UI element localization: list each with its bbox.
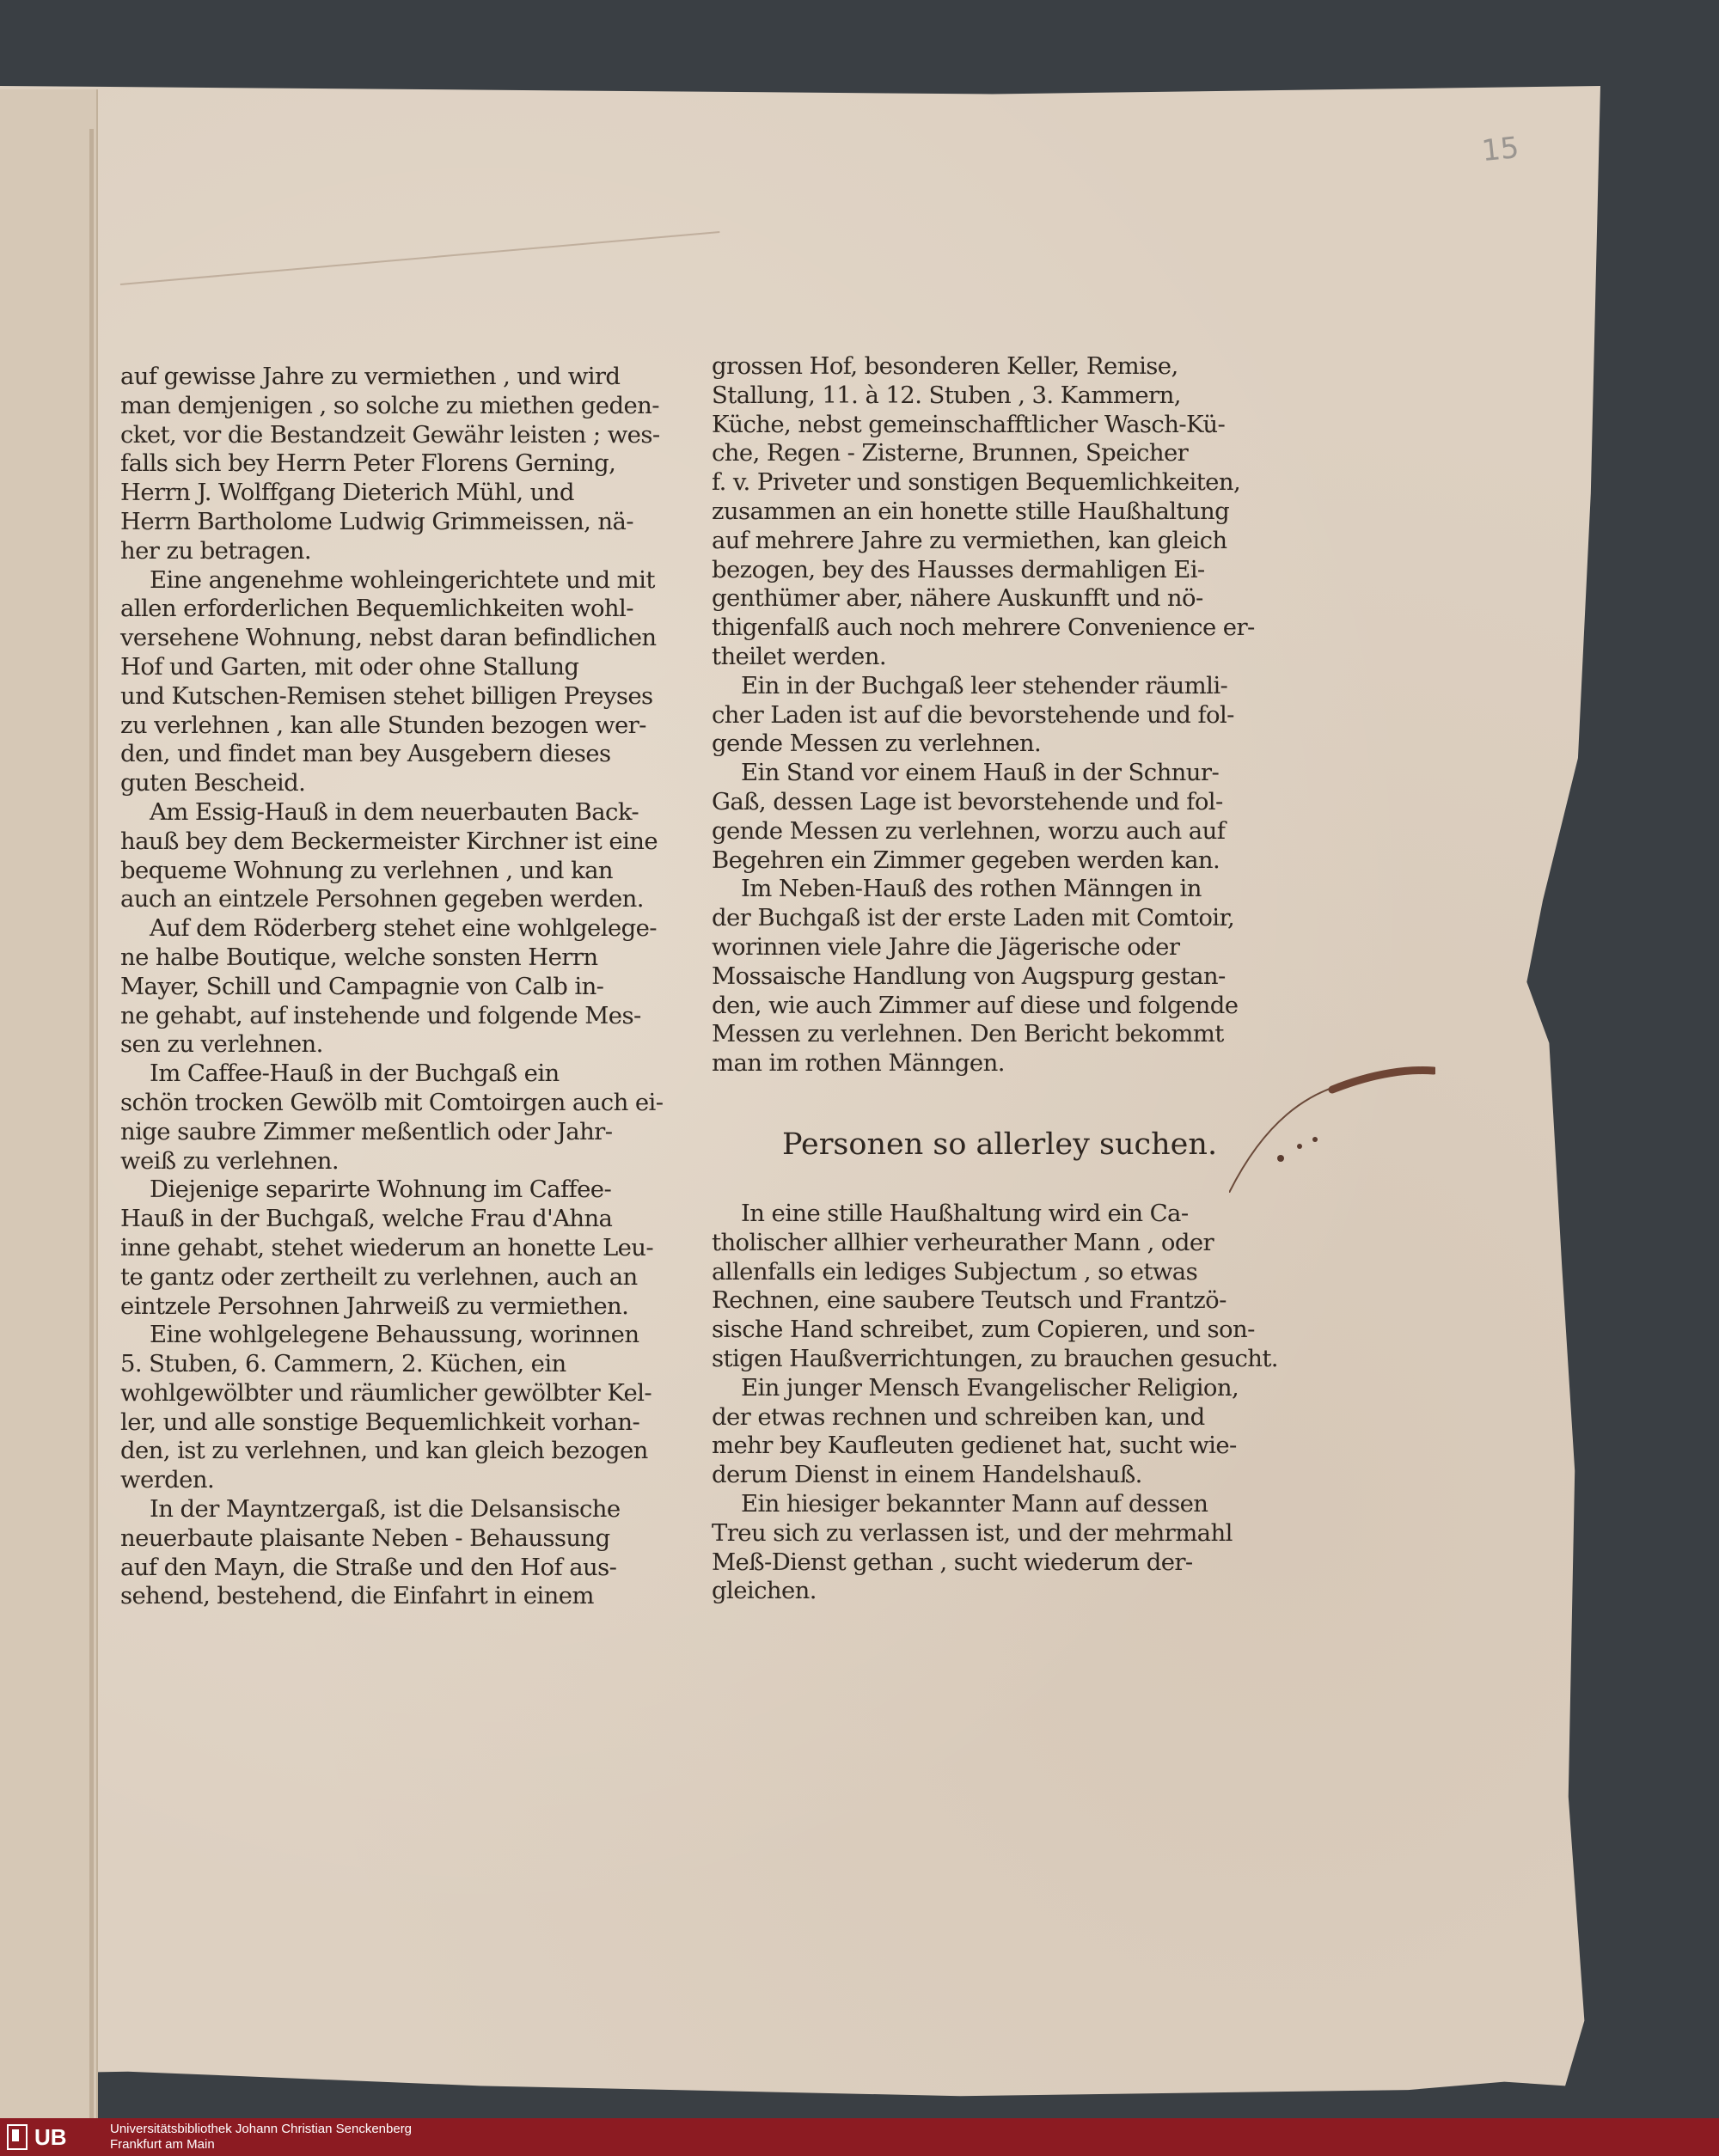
text-line: Küche, nebst gemeinschafftlicher Wasch-Kü- [712, 410, 1226, 438]
text-line: den, wie auch Zimmer auf diese und folgende [712, 991, 1239, 1019]
text-line: ne halbe Boutique, welche sonsten Herrn [120, 943, 598, 971]
library-logo [7, 2124, 67, 2150]
text-line: Auf dem Röderberg stehet eine wohlgelege- [150, 914, 657, 943]
library-name-line-2: Frankfurt am Main [110, 2137, 215, 2152]
text-line: Stallung, 11. à 12. Stuben , 3. Kammern, [712, 381, 1181, 409]
text-line: eintzele Persohnen Jahrweiß zu vermiethen. [120, 1292, 629, 1320]
fold-line [89, 129, 94, 2122]
library-name [110, 2122, 412, 2153]
text-line: ler, und alle sonstige Bequemlichkeit vorhan- [120, 1408, 640, 1436]
text-line: den, und findet man bey Ausgebern dieses [120, 740, 611, 768]
text-line: Diejenige separirte Wohnung im Caffee- [150, 1176, 612, 1204]
text-line: Rechnen, eine saubere Teutsch und Frantzö- [712, 1286, 1227, 1315]
text-line: In eine stille Haußhaltung wird ein Ca- [741, 1200, 1189, 1227]
text-line: Herrn J. Wolffgang Dieterich Mühl, und [120, 479, 574, 507]
text-line: Ein Stand vor einem Hauß in der Schnur- [741, 759, 1220, 787]
text-line: der Buchgaß ist der erste Laden mit Comtoir, [712, 904, 1235, 932]
text-line: Eine wohlgelegene Behaussung, worinnen [150, 1321, 639, 1349]
text-line: gende Messen zu verlehnen, worzu auch auf [712, 816, 1226, 845]
text-line: auf gewisse Jahre zu vermiethen , und wird [120, 363, 621, 390]
logo-mark-icon [7, 2124, 28, 2150]
text-line: Messen zu verlehnen. Den Bericht bekommt [712, 1020, 1224, 1048]
text-line: Am Essig-Hauß in dem neuerbauten Back- [150, 797, 639, 826]
text-line: falls sich bey Herrn Peter Florens Gerning, [120, 449, 616, 478]
text-line: Ein in der Buchgaß leer stehender räumli- [741, 671, 1228, 699]
text-line: zusammen an ein honette stille Haußhaltung [712, 497, 1230, 525]
text-line: allen erforderlichen Bequemlichkeiten wohl- [120, 595, 633, 623]
text-line: Meß-Dienst gethan , sucht wiederum der- [712, 1548, 1193, 1576]
text-line: cher Laden ist auf die bevorstehende und fol- [712, 700, 1234, 729]
text-line: man demjenigen , so solche zu miethen geden- [120, 391, 659, 419]
left-text-column [120, 363, 664, 1611]
text-line: weiß zu verlehnen. [120, 1146, 340, 1175]
text-line: sische Hand schreibet, zum Copieren, und son- [712, 1316, 1255, 1344]
text-line: auch an eintzele Persohnen gegeben werden. [120, 885, 644, 913]
text-line: nige saubre Zimmer meßentlich oder Jahr- [120, 1117, 613, 1145]
text-line: f. v. Priveter und sonstigen Bequemlichkeiten, [712, 468, 1241, 497]
text-line: guten Bescheid. [120, 769, 306, 797]
text-line: Gaß, dessen Lage ist bevorstehende und fol- [712, 787, 1223, 815]
text-line: neuerbaute plaisante Neben - Behaussung [120, 1524, 610, 1552]
text-line: Hof und Garten, mit oder ohne Stallung [120, 652, 579, 681]
text-line: den, ist zu verlehnen, und kan gleich bezogen [120, 1437, 648, 1465]
right-text-column [712, 352, 1255, 1078]
text-line: 5. Stuben, 6. Cammern, 2. Küchen, ein [120, 1350, 566, 1378]
text-line: Mayer, Schill und Campagnie von Calb in- [120, 972, 604, 1000]
text-line: Hauß in der Buchgaß, welche Frau d'Ahna [120, 1205, 613, 1233]
text-line: gende Messen zu verlehnen. [712, 730, 1042, 758]
text-line: inne gehabt, stehet wiederum an honette Leu- [120, 1233, 654, 1261]
section-heading: Personen so allerley suchen. [782, 1127, 1218, 1162]
text-line: Herrn Bartholome Ludwig Grimmeissen, nä- [120, 507, 633, 535]
text-line: mehr bey Kaufleuten gedienet hat, sucht wie- [712, 1432, 1237, 1460]
text-line: theilet werden. [712, 642, 886, 670]
text-line: cket, vor die Bestandzeit Gewähr leisten ; wes- [120, 420, 660, 449]
text-line: Mossaische Handlung von Augspurg gestan- [712, 962, 1226, 990]
text-line: wohlgewölbter und räumlicher gewölbter Kel- [120, 1378, 652, 1407]
text-line: sen zu verlehnen. [120, 1030, 323, 1059]
text-line: Im Caffee-Hauß in der Buchgaß ein [150, 1060, 560, 1088]
text-line: thigenfalß auch noch mehrere Convenience er- [712, 614, 1255, 642]
text-line: gleichen. [712, 1577, 817, 1605]
text-line: derum Dienst in einem Handelshauß. [712, 1461, 1142, 1489]
text-line: worinnen viele Jahre die Jägerische oder [712, 932, 1180, 961]
page-number: 15 [1480, 130, 1521, 169]
text-line: bequeme Wohnung zu verlehnen , und kan [120, 856, 614, 884]
text-line: bezogen, bey des Hausses dermahligen Ei- [712, 555, 1205, 583]
text-line: Ein junger Mensch Evangelischer Religion, [741, 1373, 1239, 1402]
adjacent-page-edge [0, 89, 98, 2126]
text-line: Im Neben-Hauß des rothen Männgen in [741, 875, 1202, 903]
library-name-line-1: Universitätsbibliothek Johann Christian Senckenberg [110, 2122, 413, 2136]
right-text-column-lower [712, 1200, 1278, 1606]
text-line: werden. [120, 1466, 215, 1494]
text-line: Begehren ein Zimmer gegeben werden kan. [712, 846, 1220, 874]
text-line: her zu betragen. [120, 536, 312, 565]
text-line: Ein hiesiger bekannter Mann auf dessen [741, 1489, 1208, 1518]
logo-text: UB [34, 2123, 67, 2150]
text-line: zu verlehnen , kan alle Stunden bezogen wer- [120, 711, 646, 739]
text-line: sehend, bestehend, die Einfahrt in einem [120, 1582, 594, 1610]
text-line: hauß bey dem Beckermeister Kirchner ist eine [120, 827, 658, 855]
text-line: Treu sich zu verlassen ist, und der mehrmahl [712, 1518, 1233, 1547]
text-line: versehene Wohnung, nebst daran befindlichen [120, 624, 657, 652]
text-line: grossen Hof, besonderen Keller, Remise, [712, 352, 1178, 380]
library-footer [0, 2118, 1719, 2156]
text-line: schön trocken Gewölb mit Comtoirgen auch ei- [120, 1088, 664, 1116]
ink-stain [1229, 1064, 1435, 1193]
text-line: und Kutschen-Remisen stehet billigen Preyses [120, 681, 653, 710]
text-line: allenfalls ein lediges Subjectum , so etwas [712, 1257, 1198, 1286]
text-line: der etwas rechnen und schreiben kan, und [712, 1402, 1205, 1431]
text-line: auf mehrere Jahre zu vermiethen, kan gleich [712, 526, 1227, 554]
text-line: auf den Mayn, die Straße und den Hof aus- [120, 1553, 617, 1581]
text-line: stigen Haußverrichtungen, zu brauchen gesucht. [712, 1344, 1278, 1372]
text-line: ne gehabt, auf instehende und folgende Mes- [120, 1001, 641, 1029]
text-line: che, Regen - Zisterne, Brunnen, Speicher [712, 439, 1189, 467]
text-line: In der Mayntzergaß, ist die Delsansische [150, 1495, 621, 1524]
text-line: Eine angenehme wohleingerichtete und mit [150, 565, 655, 594]
text-line: man im rothen Männgen. [712, 1049, 1005, 1078]
text-line: genthümer aber, nähere Auskunfft und nö- [712, 584, 1203, 613]
text-line: tholischer allhier verheurather Mann , oder [712, 1228, 1214, 1256]
text-line: te gantz oder zertheilt zu verlehnen, auch an [120, 1262, 638, 1291]
